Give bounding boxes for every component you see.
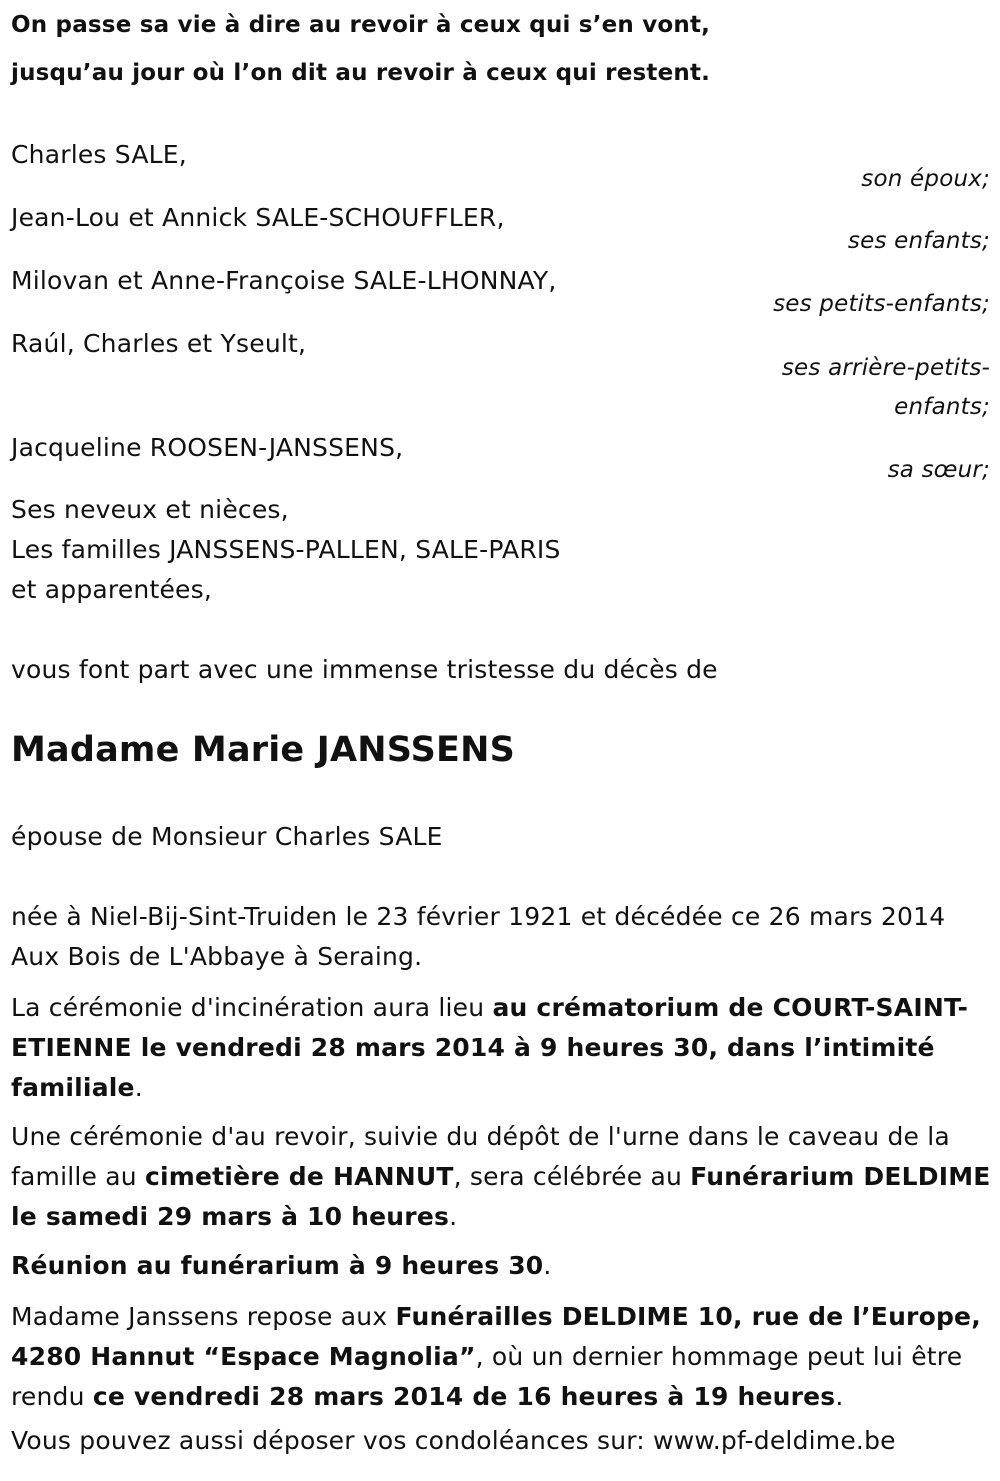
family-relation-great-grandchildren-line2: enfants;	[894, 394, 990, 420]
deceased-birth-death: née à Niel-Bij-Sint-Truiden le 23 février 1921 et décédée ce 26 mars 2014	[11, 902, 946, 931]
family-names-spouse: Charles SALE,	[11, 140, 187, 169]
ceremony-repose-end: .	[835, 1382, 844, 1411]
family-relation-children: ses enfants;	[847, 228, 990, 254]
ceremony-farewell-intro: Une cérémonie d'au revoir, suivie du dépôt de l'urne dans le caveau de la famille au	[11, 1122, 950, 1191]
family-relation-great-grandchildren-line1: ses arrière-petits-	[781, 355, 990, 381]
quote-line-2: jusqu’au jour où l’on dit au revoir à ceux qui restent.	[11, 60, 711, 86]
ceremony-repose-time: ce vendredi 28 mars 2014 de 16 heures à 19 heures	[92, 1382, 836, 1411]
family-names-children: Jean-Lou et Annick SALE-SCHOUFFLER,	[11, 203, 505, 232]
family-relation-spouse: son époux;	[861, 166, 990, 192]
ceremony-farewell-funerarium: Funérarium DELDIME le samedi 29 mars à 10 heures	[11, 1162, 991, 1231]
family-relation-sister: sa sœur;	[887, 457, 990, 483]
others-line-1: Ses neveux et nièces,	[11, 495, 289, 524]
ceremony-incineration-details: au crématorium de COURT-SAINT-ETIENNE le vendredi 28 mars 2014 à 9 heures 30, dans l’intimité familiale	[11, 993, 969, 1102]
ceremony-meeting-end: .	[543, 1251, 552, 1280]
family-relation-grandchildren: ses petits-enfants;	[773, 291, 990, 317]
ceremony-repose-mid: , où un dernier hommage peut lui être rendu	[11, 1342, 963, 1411]
ceremony-farewell	[11, 1117, 996, 1237]
ceremony-repose-location: Funérailles DELDIME 10, rue de l’Europe, 4280 Hannut “Espace Magnolia”	[11, 1302, 981, 1371]
deceased-place: Aux Bois de L'Abbaye à Seraing.	[11, 942, 423, 971]
ceremony-farewell-end: .	[449, 1202, 458, 1231]
others-line-2: Les familles JANSSENS-PALLEN, SALE-PARIS	[11, 535, 561, 564]
ceremony-incineration	[11, 988, 996, 1108]
others-line-3: et apparentées,	[11, 575, 212, 604]
quote-line-1: On passe sa vie à dire au revoir à ceux qui s’en vont,	[11, 12, 711, 38]
ceremony-incineration-end: .	[134, 1073, 143, 1102]
deceased-spouse: épouse de Monsieur Charles SALE	[11, 822, 443, 851]
ceremony-meeting-details: Réunion au funérarium à 9 heures 30	[11, 1251, 544, 1280]
family-names-grandchildren: Milovan et Anne-Françoise SALE-LHONNAY,	[11, 266, 557, 295]
announcement: vous font part avec une immense tristesse du décès de	[11, 655, 718, 684]
ceremony-repose	[11, 1297, 996, 1417]
ceremony-farewell-mid: , sera célébrée au	[453, 1162, 691, 1191]
ceremony-repose-intro: Madame Janssens repose aux	[11, 1302, 396, 1331]
family-names-sister: Jacqueline ROOSEN-JANSSENS,	[11, 433, 404, 462]
family-names-great-grandchildren: Raúl, Charles et Yseult,	[11, 329, 307, 358]
ceremony-meeting	[11, 1246, 996, 1286]
ceremony-incineration-intro: La cérémonie d'incinération aura lieu	[11, 993, 493, 1022]
condolences-link[interactable]: Vous pouvez aussi déposer vos condoléances sur: www.pf-deldime.be	[11, 1426, 896, 1455]
deceased-name: Madame Marie JANSSENS	[11, 730, 515, 770]
ceremony-farewell-cemetery: cimetière de HANNUT	[144, 1162, 454, 1191]
